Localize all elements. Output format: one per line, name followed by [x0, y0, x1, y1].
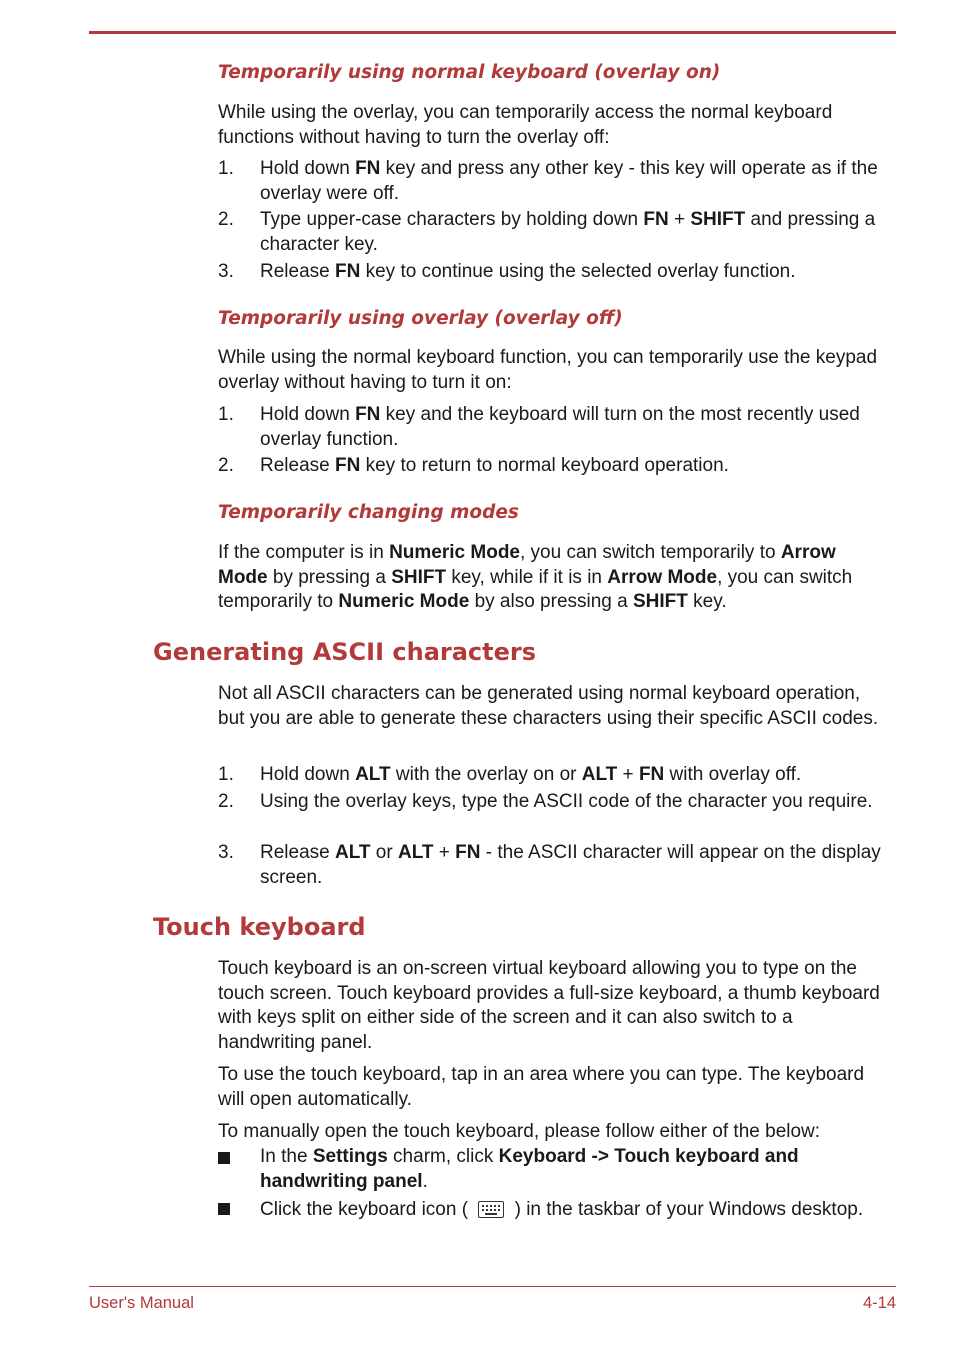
list-item: [218, 454, 890, 479]
item-text: and pressing a character key.: [260, 209, 876, 255]
key-name: FN: [355, 158, 381, 179]
touch-para-2: To use the touch keyboard, tap in an area where you can type. The keyboard will open automatically.: [218, 1064, 865, 1110]
key-name: FN: [455, 842, 481, 863]
item-text: key and the keyboard will turn on the most recently used overlay function.: [260, 404, 860, 450]
item-text: with the overlay on or: [390, 764, 582, 785]
list-item: [218, 841, 890, 890]
item-text: +: [433, 842, 456, 863]
overlay-off-intro: While using the normal keyboard function, you can temporarily use the keypad overlay without having to turn it on:: [218, 347, 878, 393]
bullet-item: [218, 1196, 890, 1223]
item-text: key to continue using the selected overlay function.: [360, 261, 796, 282]
subheading-overlay-off: Temporarily using overlay (overlay off): [218, 308, 623, 329]
item-text: with overlay off.: [664, 764, 802, 785]
item-text: +: [617, 764, 639, 785]
key-name: ALT: [397, 842, 434, 863]
item-text: Hold down: [260, 404, 356, 425]
subheading-changing-modes: Temporarily changing modes: [218, 502, 519, 523]
list-item: [218, 157, 890, 206]
list-number: 1.: [218, 158, 234, 179]
item-text: +: [668, 209, 691, 230]
key-name: FN: [643, 209, 669, 230]
item-text: charm, click: [387, 1146, 499, 1167]
bullet-item: [218, 1145, 890, 1194]
heading-generating-ascii: Generating ASCII characters: [153, 638, 537, 666]
key-name: ALT: [335, 842, 371, 863]
item-text: key to return to normal keyboard operation.: [360, 455, 729, 476]
item-text: Type upper-case characters by holding down: [260, 209, 644, 230]
item-text: Click the keyboard icon (: [260, 1199, 474, 1220]
list-number: 2.: [218, 209, 234, 230]
list-item: [218, 790, 890, 815]
item-text: ) in the taskbar of your Windows desktop.: [509, 1199, 864, 1220]
list-item: [218, 763, 890, 788]
header-rule: [89, 31, 896, 34]
list-number: 3.: [218, 261, 234, 282]
list-number: 1.: [218, 404, 234, 425]
ascii-intro: Not all ASCII characters can be generated using normal keyboard operation, but you are able to generate these characters using their specific ASCII codes.: [218, 683, 879, 729]
key-name: FN: [335, 455, 361, 476]
overlay-on-intro: While using the overlay, you can temporarily access the normal keyboard functions without having to turn the overlay off:: [218, 102, 833, 148]
footer-manual-title: User's Manual: [89, 1294, 194, 1312]
item-text: Hold down: [260, 158, 356, 179]
list-number: 2.: [218, 791, 234, 812]
item-text: Release: [260, 842, 335, 863]
modes-paragraph: If the computer is in Numeric Mode, you can switch temporarily to Arrow Mode by pressing a SHIFT key, while if it is in Arrow Mode, you can switch temporarily to Numeric Mode by also pressing a SHIFT key.: [218, 542, 853, 612]
list-number: 1.: [218, 764, 234, 785]
list-item: [218, 260, 890, 285]
heading-touch-keyboard: Touch keyboard: [153, 913, 366, 941]
subheading-overlay-on: Temporarily using normal keyboard (overlay on): [218, 62, 721, 83]
item-text: Release: [260, 455, 335, 476]
ui-term: Settings: [312, 1146, 388, 1167]
list-item: [218, 208, 890, 257]
item-text: Hold down: [260, 764, 356, 785]
key-name: SHIFT: [690, 209, 746, 230]
item-text: Release: [260, 261, 335, 282]
keyboard-icon: [478, 1201, 504, 1218]
key-name: FN: [355, 404, 381, 425]
touch-para-1: Touch keyboard is an on-screen virtual keyboard allowing you to type on the touch screen. Touch keyboard provides a full-size keyboard, a thumb keyboard with keys split on either side of the screen and it can also switch to a handwriting panel.: [218, 958, 880, 1053]
item-text: or: [370, 842, 398, 863]
item-text: key and press any other key - this key will operate as if the overlay were off.: [260, 158, 878, 204]
key-name: ALT: [581, 764, 618, 785]
footer-rule: [89, 1286, 896, 1287]
touch-para-3: To manually open the touch keyboard, please follow either of the below:: [218, 1121, 821, 1142]
key-name: FN: [638, 764, 665, 785]
key-name: ALT: [355, 764, 391, 785]
page-number: 4-14: [862, 1294, 896, 1312]
list-number: 2.: [218, 455, 234, 476]
key-name: FN: [335, 261, 361, 282]
square-bullet-icon: [218, 1203, 230, 1215]
item-text: Using the overlay keys, type the ASCII code of the character you require.: [260, 791, 873, 812]
square-bullet-icon: [218, 1152, 230, 1164]
item-text: - the ASCII character will appear on the display screen.: [260, 842, 881, 888]
ui-term: Keyboard -> Touch keyboard and handwriting panel: [260, 1146, 799, 1192]
item-text: In the: [260, 1146, 313, 1167]
list-item: [218, 403, 890, 452]
list-number: 3.: [218, 842, 234, 863]
item-text: .: [422, 1170, 428, 1192]
